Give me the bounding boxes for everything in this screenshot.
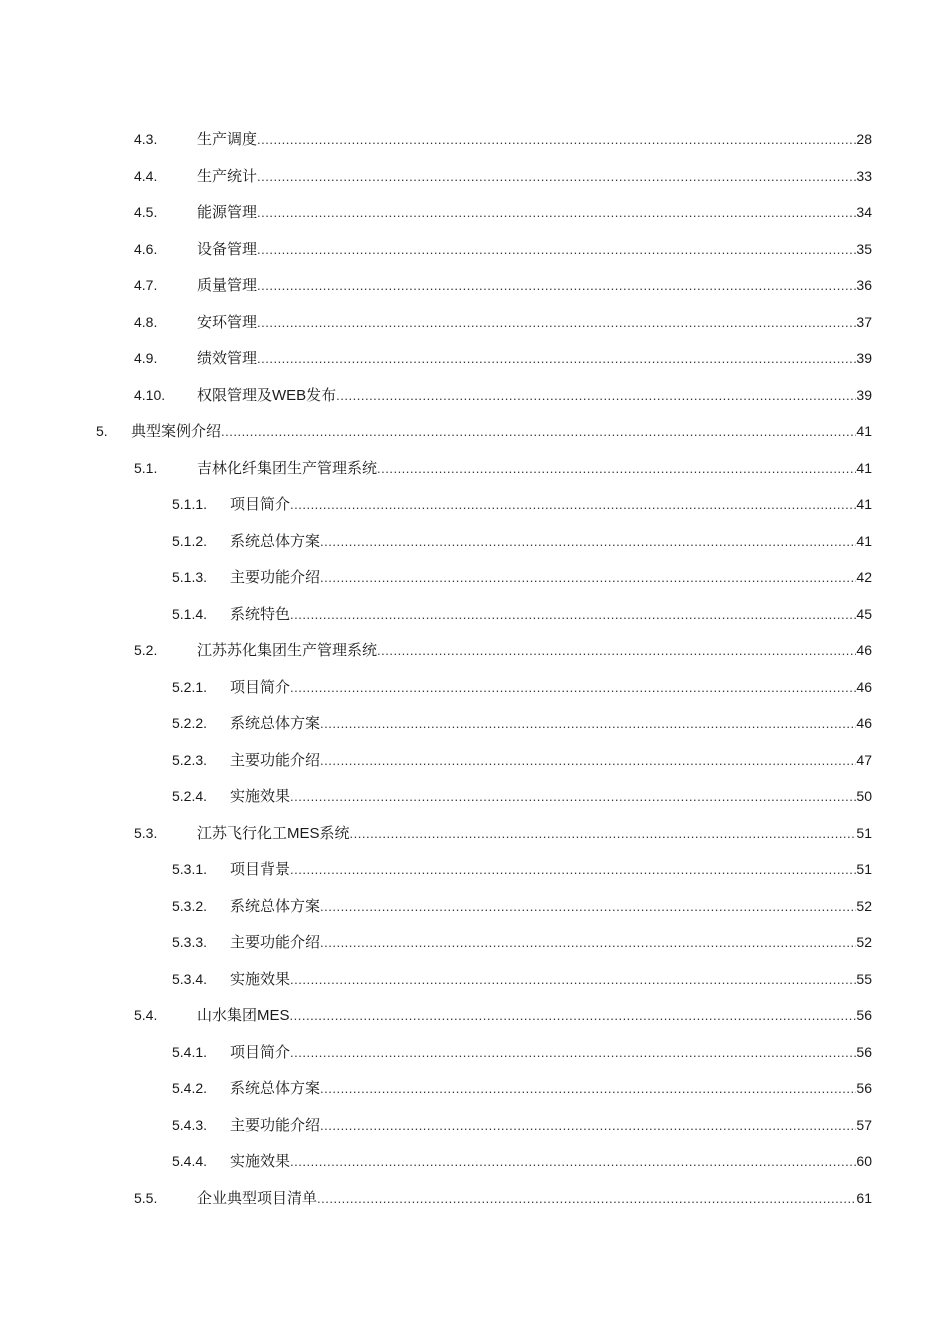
toc-entry[interactable] — [0, 231, 950, 268]
toc-entry-title: 主要功能介绍 — [230, 751, 321, 769]
toc-entry[interactable] — [0, 742, 950, 779]
toc-entry-line — [197, 275, 872, 296]
toc-entry-title: 项目简介 — [230, 678, 291, 696]
toc-entry-number: 5.4.1. — [172, 1043, 208, 1060]
toc-entry-line — [197, 202, 872, 223]
toc-entry[interactable] — [0, 632, 950, 669]
toc-entry-page-number: 45 — [856, 605, 872, 622]
toc-entry-page-number: 28 — [856, 131, 872, 147]
toc-entry[interactable] — [0, 304, 950, 341]
toc-dot-leader — [290, 787, 856, 807]
toc-entry-number: 5.3.3. — [172, 934, 208, 950]
toc-entry-title: 系统总体方案 — [230, 532, 321, 550]
toc-entry-page-number: 34 — [856, 204, 872, 220]
toc-dot-leader — [257, 130, 856, 150]
toc-entry-page-number: 57 — [856, 1116, 872, 1133]
toc-entry-number: 5.1. — [134, 459, 158, 476]
toc-dot-leader — [290, 1152, 856, 1172]
toc-entry-number: 5.4.4. — [172, 1153, 208, 1169]
toc-entry-title: 生产统计 — [197, 167, 258, 185]
toc-entry[interactable] — [0, 1143, 950, 1180]
toc-entry[interactable] — [0, 1180, 950, 1217]
toc-entry-page-number: 60 — [856, 1153, 872, 1169]
toc-entry-title: 主要功能介绍 — [230, 1116, 321, 1134]
toc-dot-leader — [290, 860, 856, 880]
toc-entry-number: 5. — [96, 423, 108, 439]
toc-entry[interactable] — [0, 523, 950, 560]
toc-entry-number: 5.1.4. — [172, 605, 208, 622]
toc-entry[interactable] — [0, 1070, 950, 1107]
toc-entry-line — [230, 494, 872, 515]
toc-entry[interactable] — [0, 669, 950, 706]
toc-entry-number: 5.4.2. — [172, 1080, 208, 1096]
toc-entry-number: 5.2.4. — [172, 788, 208, 804]
toc-entry[interactable] — [0, 851, 950, 888]
toc-entry-title: 江苏飞行化工MES系统 — [197, 824, 350, 842]
toc-dot-leader — [320, 897, 856, 917]
toc-entry-title: 设备管理 — [197, 240, 258, 258]
toc-entry-title: 项目简介 — [230, 1043, 291, 1061]
toc-entry-line — [230, 969, 872, 990]
toc-entry-number: 5.1.3. — [172, 569, 208, 585]
toc-entry-line — [197, 129, 872, 150]
toc-entry-number: 5.4.3. — [172, 1116, 208, 1133]
toc-entry-page-number: 51 — [856, 824, 872, 841]
toc-entry-number: 4.10. — [134, 386, 166, 403]
toc-entry-title: 企业典型项目清单 — [197, 1189, 318, 1207]
toc-entry-title: 实施效果 — [230, 1153, 291, 1170]
toc-entry-page-number: 61 — [856, 1189, 872, 1206]
toc-dot-leader — [377, 641, 856, 661]
toc-entry-title: 项目简介 — [230, 496, 291, 513]
toc-entry[interactable] — [0, 596, 950, 633]
toc-entry-line — [230, 896, 872, 917]
toc-entry[interactable] — [0, 194, 950, 231]
toc-entry-title: 实施效果 — [230, 788, 291, 805]
toc-entry-title: 项目背景 — [230, 861, 291, 878]
toc-dot-leader — [320, 568, 856, 588]
toc-dot-leader — [320, 751, 856, 771]
toc-dot-leader — [320, 532, 856, 552]
toc-entry-line — [197, 166, 872, 187]
toc-dot-leader — [290, 605, 856, 625]
toc-entry-line — [230, 932, 872, 953]
toc-entry-line — [230, 531, 872, 552]
toc-entry-line — [230, 713, 872, 734]
toc-entry-title: 系统总体方案 — [230, 1080, 321, 1097]
toc-entry-number: 5.2.3. — [172, 751, 208, 768]
toc-entry-number: 5.3.2. — [172, 897, 208, 914]
toc-entry[interactable] — [0, 340, 950, 377]
toc-dot-leader — [221, 422, 856, 442]
toc-entry-number: 5.2.2. — [172, 715, 208, 731]
toc-entry[interactable] — [0, 1034, 950, 1071]
toc-entry-line — [230, 1115, 872, 1136]
toc-dot-leader — [336, 386, 856, 406]
toc-entry-title: 安环管理 — [197, 313, 258, 331]
toc-dot-leader — [377, 459, 856, 479]
toc-entry[interactable] — [0, 778, 950, 815]
toc-entry-number: 4.5. — [134, 204, 158, 220]
toc-entry-line — [230, 859, 872, 880]
toc-entry-line — [230, 1078, 872, 1099]
toc-entry-page-number: 35 — [856, 240, 872, 257]
toc-entry-page-number: 52 — [856, 934, 872, 950]
toc-entry-number: 4.7. — [134, 277, 158, 293]
toc-entry[interactable] — [0, 377, 950, 414]
toc-entry-page-number: 37 — [856, 313, 872, 330]
toc-entry-title: 系统总体方案 — [230, 715, 321, 732]
toc-entry-page-number: 47 — [856, 751, 872, 768]
toc-entry-page-number: 56 — [856, 1080, 872, 1096]
toc-dot-leader — [257, 203, 856, 223]
toc-dot-leader — [290, 678, 856, 698]
toc-entry-title: 山水集团MES — [197, 1007, 290, 1024]
toc-entry-line — [197, 239, 872, 260]
toc-entry-title: 生产调度 — [197, 131, 258, 148]
toc-entry-line — [230, 677, 872, 698]
toc-entry-page-number: 56 — [856, 1043, 872, 1060]
toc-entry-title: 主要功能介绍 — [230, 934, 321, 951]
toc-entry-title: 系统特色 — [230, 605, 291, 623]
toc-dot-leader — [290, 1043, 856, 1063]
toc-entry-number: 5.3.1. — [172, 861, 208, 877]
toc-entry-line — [230, 604, 872, 625]
toc-entry-number: 5.1.1. — [172, 496, 208, 512]
toc-entry-line — [197, 348, 872, 369]
toc-entry[interactable] — [0, 997, 950, 1034]
toc-entry-number: 5.3.4. — [172, 970, 208, 987]
toc-entry[interactable] — [0, 888, 950, 925]
toc-entry-number: 4.8. — [134, 313, 158, 330]
toc-entry-page-number: 46 — [856, 642, 872, 658]
toc-dot-leader — [350, 824, 857, 844]
toc-entry[interactable] — [0, 121, 950, 158]
toc-entry-page-number: 41 — [856, 423, 872, 439]
toc-dot-leader — [320, 1116, 856, 1136]
toc-entry-line — [197, 640, 872, 661]
toc-dot-leader — [320, 714, 856, 734]
toc-entry-line — [230, 567, 872, 588]
toc-entry-line — [131, 421, 872, 442]
toc-entry[interactable] — [0, 267, 950, 304]
toc-dot-leader — [320, 933, 856, 953]
toc-entry[interactable] — [0, 961, 950, 998]
toc-entry-line — [197, 385, 872, 406]
toc-dot-leader — [290, 495, 856, 515]
toc-entry[interactable] — [0, 705, 950, 742]
toc-entry-page-number: 56 — [856, 1007, 872, 1023]
toc-entry-title: 主要功能介绍 — [230, 569, 321, 586]
toc-dot-leader — [257, 276, 856, 296]
toc-entry-title: 系统总体方案 — [230, 897, 321, 915]
toc-dot-leader — [257, 240, 856, 260]
toc-entry-line — [230, 1151, 872, 1172]
toc-entry-line — [197, 312, 872, 333]
toc-dot-leader — [290, 1006, 857, 1026]
toc-entry-page-number: 33 — [856, 167, 872, 184]
toc-entry-number: 4.4. — [134, 167, 158, 184]
toc-entry-line — [197, 1005, 872, 1026]
toc-entry-number: 4.3. — [134, 131, 158, 147]
toc-entry-title: 实施效果 — [230, 970, 291, 988]
toc-entry-title: 能源管理 — [197, 204, 258, 221]
toc-entry-title: 绩效管理 — [197, 350, 258, 367]
toc-entry[interactable] — [0, 158, 950, 195]
toc-entry-line — [230, 786, 872, 807]
toc-entry[interactable] — [0, 450, 950, 487]
toc-entry-number: 5.4. — [134, 1007, 158, 1023]
toc-dot-leader — [257, 313, 856, 333]
toc-entry-page-number: 52 — [856, 897, 872, 914]
toc-entry[interactable] — [0, 924, 950, 961]
toc-entry[interactable] — [0, 815, 950, 852]
toc-entry-page-number: 55 — [856, 970, 872, 987]
toc-entry-page-number: 41 — [856, 459, 872, 476]
toc-entry-number: 4.6. — [134, 240, 158, 257]
toc-entry-page-number: 39 — [856, 350, 872, 366]
toc-dot-leader — [290, 970, 856, 990]
toc-dot-leader — [317, 1189, 856, 1209]
toc-entry-title: 质量管理 — [197, 277, 258, 294]
toc-dot-leader — [257, 349, 856, 369]
toc-entry-title: 权限管理及WEB发布 — [197, 386, 337, 404]
toc-entry-number: 5.1.2. — [172, 532, 208, 549]
toc-entry-number: 5.3. — [134, 824, 158, 841]
table-of-contents — [0, 121, 950, 1216]
toc-entry-line — [230, 750, 872, 771]
toc-entry-line — [197, 458, 872, 479]
toc-entry-line — [197, 1188, 872, 1209]
toc-entry[interactable] — [0, 1107, 950, 1144]
toc-entry-number: 5.2.1. — [172, 678, 208, 695]
toc-entry-page-number: 51 — [856, 861, 872, 877]
toc-entry-page-number: 50 — [856, 788, 872, 804]
toc-entry-title: 江苏苏化集团生产管理系统 — [197, 642, 378, 659]
toc-entry-line — [197, 823, 872, 844]
toc-entry-page-number: 46 — [856, 715, 872, 731]
toc-entry-number: 4.9. — [134, 350, 158, 366]
toc-entry-number: 5.5. — [134, 1189, 158, 1206]
toc-entry-page-number: 36 — [856, 277, 872, 293]
toc-entry-page-number: 39 — [856, 386, 872, 403]
toc-entry-title: 典型案例介绍 — [131, 423, 222, 440]
toc-entry[interactable] — [0, 413, 950, 450]
toc-dot-leader — [320, 1079, 856, 1099]
toc-entry-title: 吉林化纤集团生产管理系统 — [197, 459, 378, 477]
toc-entry-page-number: 42 — [856, 569, 872, 585]
toc-entry-number: 5.2. — [134, 642, 158, 658]
toc-entry-page-number: 41 — [856, 496, 872, 512]
toc-entry[interactable] — [0, 486, 950, 523]
toc-entry-page-number: 41 — [856, 532, 872, 549]
toc-entry[interactable] — [0, 559, 950, 596]
toc-entry-line — [230, 1042, 872, 1063]
toc-dot-leader — [257, 167, 856, 187]
toc-entry-page-number: 46 — [856, 678, 872, 695]
